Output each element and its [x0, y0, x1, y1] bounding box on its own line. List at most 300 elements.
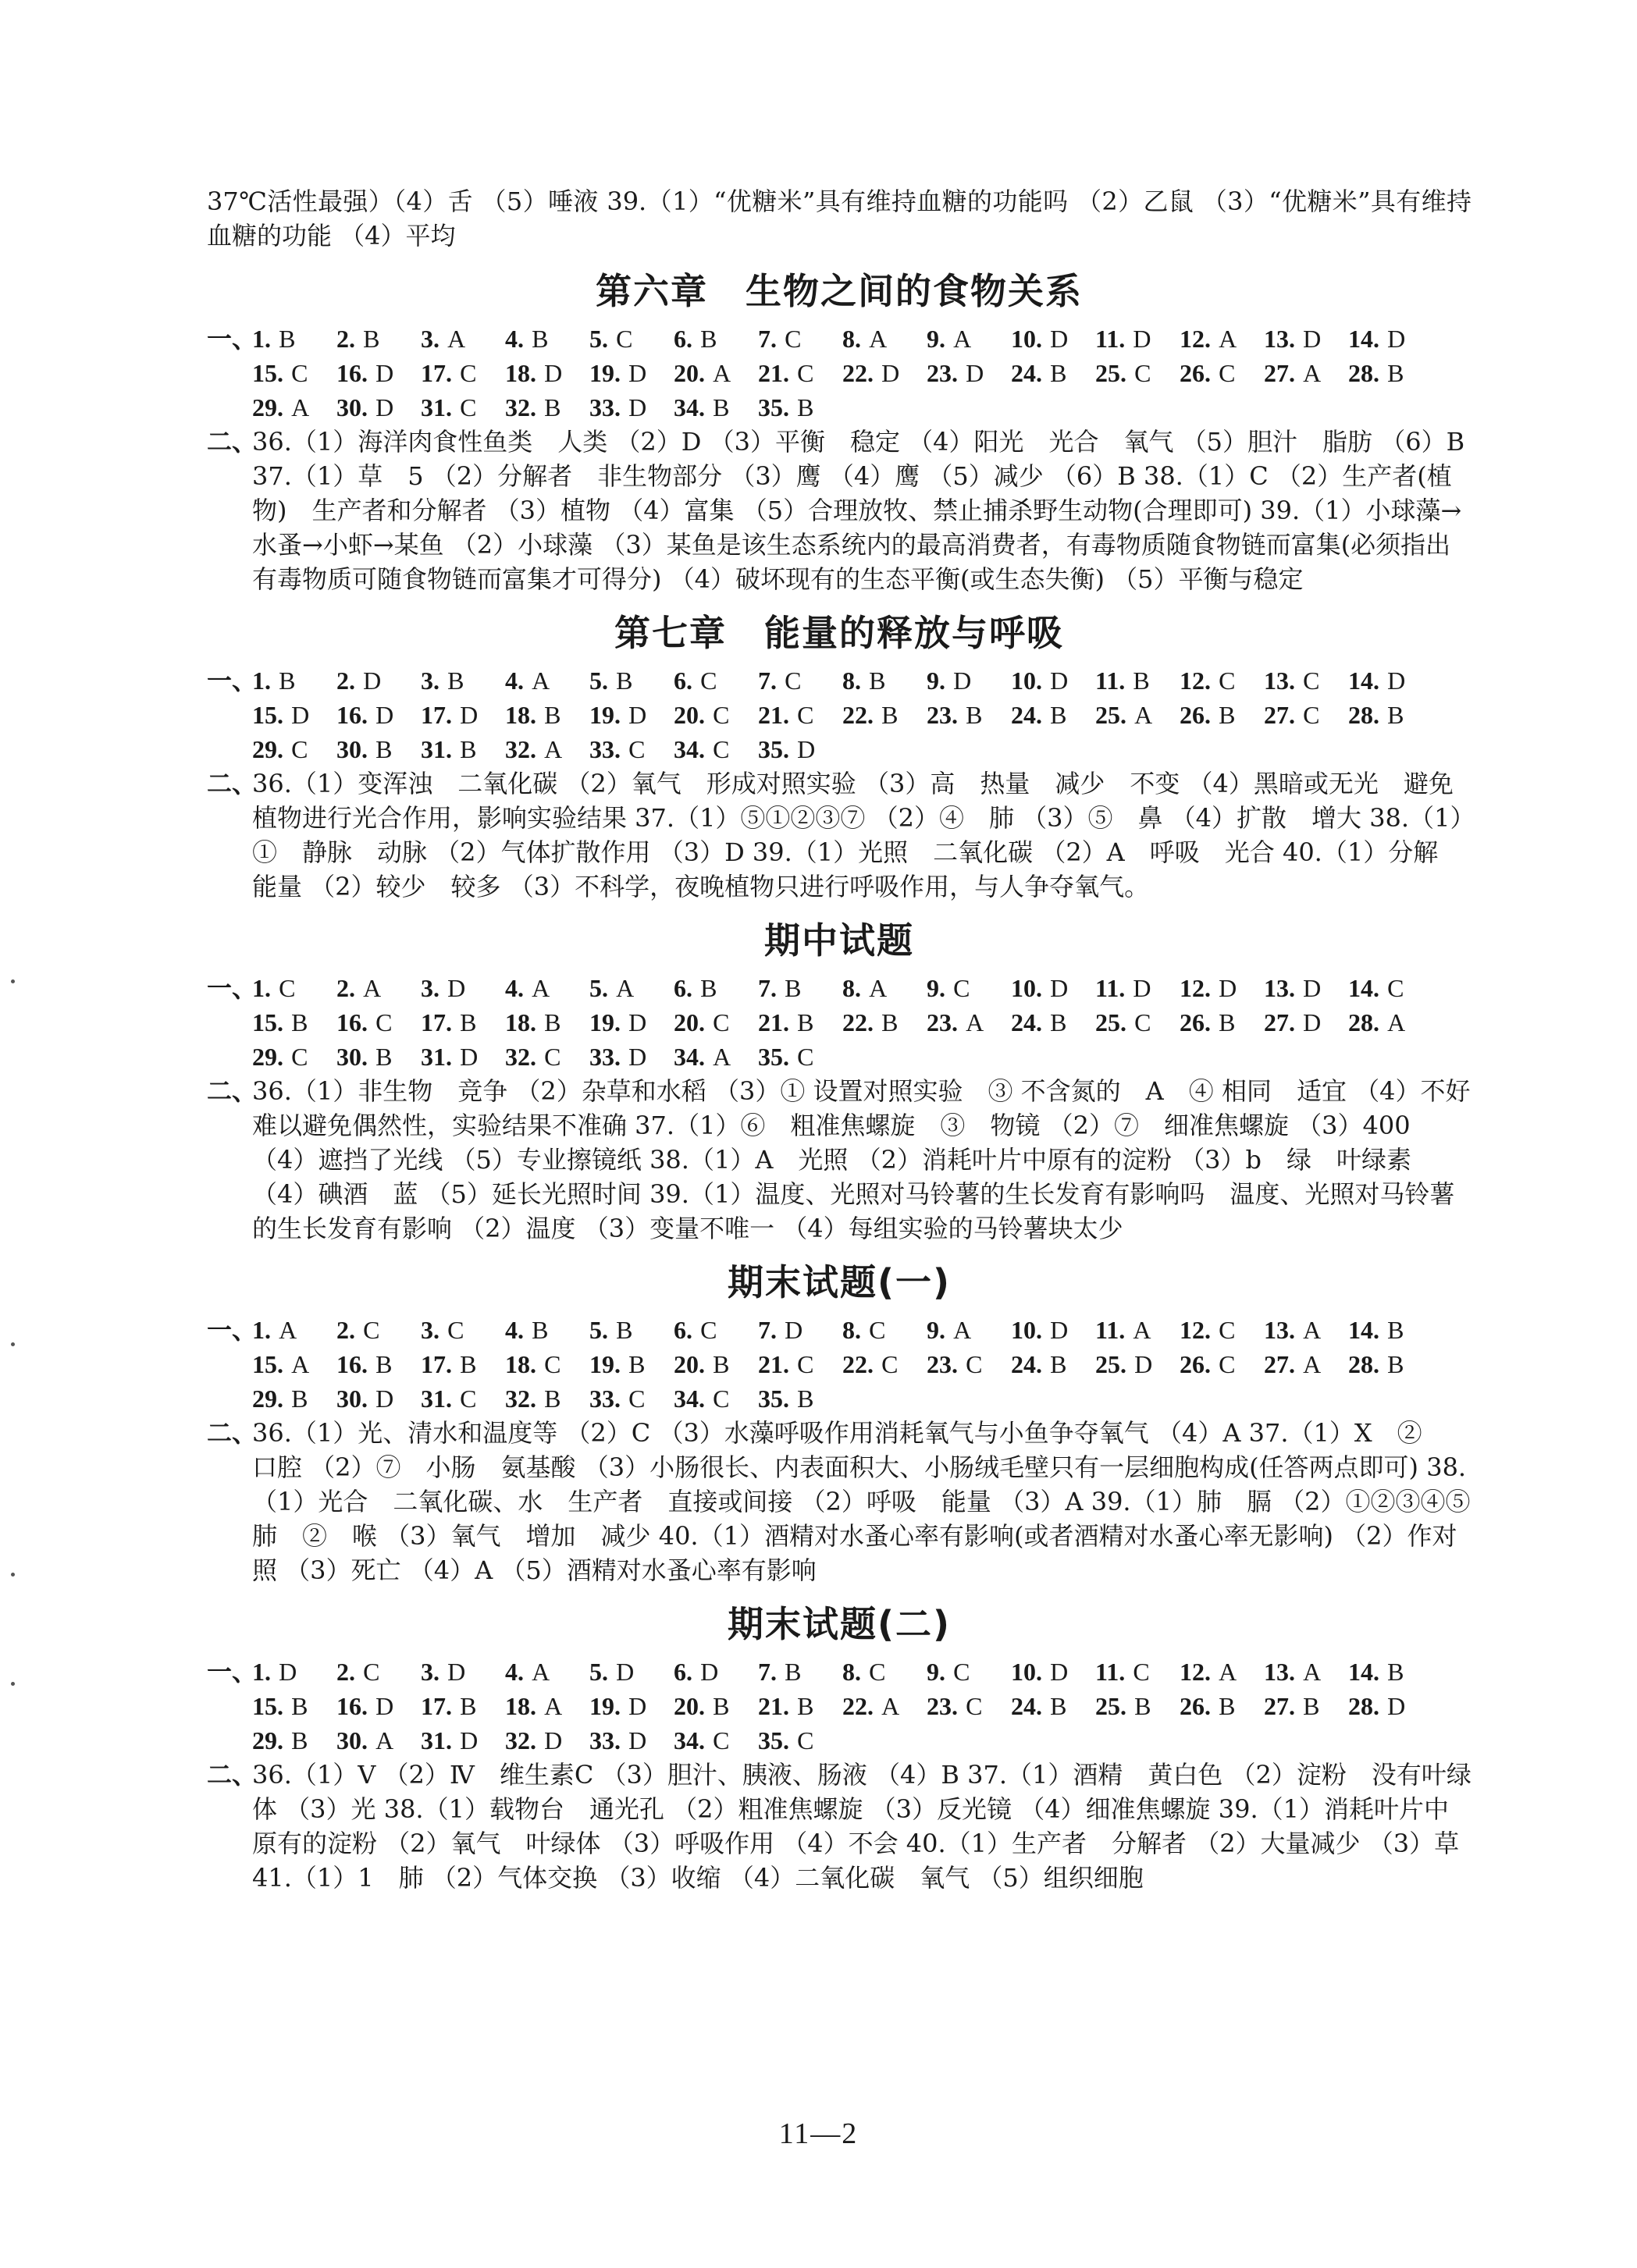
answer-letter: B: [460, 735, 477, 763]
answer-letter: B: [1387, 1658, 1404, 1686]
answer-letter: D: [966, 359, 984, 387]
choice-answer: [927, 698, 1011, 732]
question-number: 20.: [674, 701, 705, 729]
question-number: 9.: [927, 1658, 945, 1686]
answer-section: [207, 916, 1496, 1246]
question-number: 18.: [505, 701, 536, 729]
question-number: 24.: [1011, 1008, 1042, 1036]
choice-answer: [589, 390, 674, 425]
question-number: 15.: [252, 1008, 283, 1036]
answer-section: [207, 1600, 1472, 1895]
choice-answer: [505, 322, 589, 356]
answer-letter: B: [713, 1350, 730, 1378]
choice-answer: [674, 698, 758, 732]
answer-letter: D: [1219, 974, 1237, 1002]
answer-letter: B: [881, 1008, 899, 1036]
answer-letter: D: [375, 1692, 394, 1720]
part-label: 二、: [207, 427, 258, 457]
choice-answer: [252, 1347, 336, 1381]
question-number: 30.: [336, 1043, 368, 1071]
answer-letter: D: [797, 735, 816, 763]
choice-answer: [1180, 1347, 1264, 1381]
answer-letter: A: [953, 1316, 972, 1344]
margin-dot: [11, 1342, 15, 1346]
answer-letter: B: [1133, 667, 1150, 695]
question-number: 25.: [1095, 701, 1126, 729]
question-number: 34.: [674, 393, 705, 421]
choice-answer: [758, 322, 842, 356]
question-number: 9.: [927, 974, 945, 1002]
choice-answer: [1264, 663, 1348, 698]
answer-letter: D: [628, 701, 647, 729]
question-number: 8.: [842, 1316, 861, 1344]
choice-answer: [421, 1040, 505, 1074]
choice-answer: [589, 1381, 674, 1416]
part-label: 一、: [207, 973, 258, 1003]
section-title: 期末试题(二): [727, 1603, 952, 1645]
question-number: 7.: [758, 667, 777, 695]
question-number: 29.: [252, 735, 283, 763]
answer-letter: A: [1387, 1008, 1406, 1036]
choice-answer: [1180, 1655, 1264, 1689]
answer-letter: A: [881, 1692, 900, 1720]
choice-answer: [1180, 1689, 1264, 1723]
answer-letter: B: [532, 325, 549, 353]
answer-letter: C: [628, 1385, 646, 1413]
choice-answer: [336, 732, 421, 766]
choice-answer: [1011, 1005, 1095, 1040]
answer-letter: D: [1133, 974, 1151, 1002]
choice-answer: [421, 356, 505, 390]
question-number: 10.: [1011, 667, 1042, 695]
question-number: 21.: [758, 1350, 789, 1378]
answer-letter: B: [1050, 359, 1067, 387]
question-number: 17.: [421, 359, 452, 387]
answer-letter: C: [700, 667, 717, 695]
question-number: 23.: [927, 701, 958, 729]
choice-answer: [1264, 1347, 1348, 1381]
question-number: 35.: [758, 1043, 789, 1071]
choice-answer: [1011, 663, 1095, 698]
choice-answer: [252, 698, 336, 732]
question-number: 14.: [1348, 1316, 1379, 1344]
choice-answer: [927, 971, 1011, 1005]
question-number: 26.: [1180, 359, 1211, 387]
question-number: 18.: [505, 1692, 536, 1720]
question-number: 34.: [674, 1385, 705, 1413]
question-number: 2.: [336, 974, 355, 1002]
choice-answer: [505, 732, 589, 766]
question-number: 7.: [758, 1658, 777, 1686]
question-number: 17.: [421, 701, 452, 729]
choice-answer: [1348, 1689, 1432, 1723]
question-number: 16.: [336, 1692, 368, 1720]
choice-answer: [1348, 698, 1432, 732]
question-number: 17.: [421, 1008, 452, 1036]
choice-answer: [421, 1313, 505, 1347]
answer-letter: A: [532, 667, 550, 695]
answer-letter: B: [363, 325, 380, 353]
choice-answer: [674, 390, 758, 425]
choice-answer: [252, 971, 336, 1005]
intro-paragraph: 37℃活性最强）（4）舌 （5）唾液 39.（1）“优糖米”具有维持血糖的功能吗 （2）乙鼠 （3）“优糖米”具有维持血糖的功能 （4）平均: [207, 187, 1472, 251]
open-answers-text: 36.（1）变浑浊 二氧化碳 （2）氧气 形成对照实验 （3）高 热量 减少 不变 （4）黑暗或无光 避免植物进行光合作用，影响实验结果 37.（1）⑤①②③⑦ （2）④ 肺 （3）⑤ 鼻 （4）扩散 增大 38.（1）① 静脉 动脉 （2）气体扩散作用 （3）D 39.（1）光照 二氧化碳 （2）A 呼吸 光合 40.（1）分解 能量 （2）较少 较多 （3）不科学，夜晚植物只进行呼吸作用，与人争夺氧气。: [252, 769, 1464, 901]
choice-answer: [589, 1689, 674, 1723]
choice-answer: [927, 356, 1011, 390]
question-number: 9.: [927, 667, 945, 695]
answer-letter: D: [1303, 1008, 1322, 1036]
question-number: 16.: [336, 1350, 368, 1378]
answer-letter: D: [460, 1043, 479, 1071]
choice-answer: [927, 663, 1011, 698]
question-number: 26.: [1180, 1350, 1211, 1378]
question-number: 26.: [1180, 1008, 1211, 1036]
choice-answer: [1095, 1689, 1180, 1723]
question-number: 18.: [505, 1008, 536, 1036]
choice-answer: [758, 732, 842, 766]
choice-answer: [589, 322, 674, 356]
answer-letter: A: [1303, 1658, 1322, 1686]
choice-answer: [1348, 663, 1432, 698]
choice-answer: [758, 356, 842, 390]
answer-section: [207, 1258, 1496, 1587]
question-number: 28.: [1348, 359, 1379, 387]
choice-answers: [252, 1655, 1472, 1758]
question-number: 19.: [589, 1692, 621, 1720]
question-number: 31.: [421, 393, 452, 421]
choice-answer: [1348, 971, 1432, 1005]
choice-answer: [674, 1655, 758, 1689]
choice-answer: [252, 1723, 336, 1758]
choice-answer: [252, 356, 336, 390]
choice-answer: [1011, 1655, 1095, 1689]
question-number: 1.: [252, 325, 271, 353]
open-answers-text: 36.（1）Ⅴ （2）Ⅳ 维生素C （3）胆汁、胰液、肠液 （4）B 37.（1）酒精 黄白色 （2）淀粉 没有叶绿体 （3）光 38.（1）载物台 通光孔 （2）粗准焦螺旋 （3）反光镜 （4）细准焦螺旋 39.（1）消耗叶片中原有的淀粉 （2）氧气 叶绿体 （3）呼吸作用 （4）不会 40.（1）生产者 分解者 （2）大量减少 （3）草 41.（1）1 肺 （2）气体交换 （3）收缩 （4）二氧化碳 氧气 （5）组织细胞: [252, 1760, 1472, 1893]
choice-answer: [421, 1723, 505, 1758]
answer-letter: C: [881, 1350, 899, 1378]
answer-letter: B: [785, 1658, 802, 1686]
choice-answer: [674, 1723, 758, 1758]
choice-answer: [1264, 322, 1348, 356]
choice-answer: [421, 1655, 505, 1689]
choice-answers: [252, 322, 1472, 425]
open-answer-block: [207, 1074, 1496, 1246]
choice-answer: [1348, 356, 1432, 390]
answer-letter: D: [628, 1726, 647, 1754]
answer-letter: D: [953, 667, 972, 695]
answer-letter: C: [279, 974, 296, 1002]
answer-letter: D: [375, 701, 394, 729]
choice-answer: [1180, 663, 1264, 698]
question-number: 7.: [758, 974, 777, 1002]
answer-letter: D: [1387, 325, 1406, 353]
answer-letter: D: [544, 359, 563, 387]
question-number: 1.: [252, 1658, 271, 1686]
question-number: 6.: [674, 1658, 692, 1686]
question-number: 25.: [1095, 359, 1126, 387]
answer-letter: B: [279, 325, 296, 353]
answer-letter: D: [1303, 325, 1322, 353]
choice-answer: [842, 1347, 927, 1381]
answer-letter: B: [797, 1692, 814, 1720]
choice-answer: [1095, 356, 1180, 390]
choice-answer: [252, 732, 336, 766]
answer-letter: B: [291, 1008, 308, 1036]
choice-answer: [505, 1381, 589, 1416]
question-number: 1.: [252, 667, 271, 695]
choice-answer: [674, 1689, 758, 1723]
answer-letter: C: [1387, 974, 1404, 1002]
margin-dot: [11, 979, 15, 983]
answer-letter: C: [1303, 701, 1320, 729]
choice-answer: [842, 1313, 927, 1347]
question-number: 29.: [252, 1726, 283, 1754]
choice-answer: [505, 971, 589, 1005]
answer-letter: B: [460, 1008, 477, 1036]
answer-letter: B: [279, 667, 296, 695]
question-number: 22.: [842, 1692, 874, 1720]
question-number: 9.: [927, 325, 945, 353]
choice-answer: [1180, 971, 1264, 1005]
question-number: 32.: [505, 735, 536, 763]
question-number: 4.: [505, 325, 524, 353]
answer-letter: A: [713, 359, 731, 387]
question-number: 4.: [505, 1658, 524, 1686]
part-label: 一、: [207, 324, 258, 354]
answer-letter: D: [279, 1658, 297, 1686]
answer-letter: C: [1134, 1008, 1151, 1036]
answer-letter: D: [1050, 974, 1069, 1002]
answer-letter: B: [1219, 1008, 1236, 1036]
choice-answers: [252, 971, 1472, 1074]
choice-answer: [1264, 1005, 1348, 1040]
answer-letter: A: [291, 1350, 310, 1378]
answer-letter: A: [447, 325, 466, 353]
part-label: 二、: [207, 1076, 258, 1106]
answer-letter: C: [291, 1043, 308, 1071]
choice-answer: [505, 663, 589, 698]
question-number: 17.: [421, 1692, 452, 1720]
section-title: 期末试题(一): [727, 1261, 952, 1303]
choice-answer: [674, 732, 758, 766]
question-number: 5.: [589, 974, 608, 1002]
choice-answer: [1264, 356, 1348, 390]
question-number: 29.: [252, 393, 283, 421]
question-number: 8.: [842, 974, 861, 1002]
choice-answer: [927, 1347, 1011, 1381]
answer-letter: D: [628, 359, 647, 387]
question-number: 10.: [1011, 1658, 1042, 1686]
question-number: 33.: [589, 735, 621, 763]
question-number: 20.: [674, 1692, 705, 1720]
answer-letter: D: [616, 1658, 635, 1686]
answer-letter: B: [544, 1385, 561, 1413]
answer-letter: C: [700, 1316, 717, 1344]
answer-letter: C: [447, 1316, 464, 1344]
question-number: 34.: [674, 1043, 705, 1071]
answer-letter: C: [363, 1658, 380, 1686]
choice-answer: [336, 698, 421, 732]
answer-letter: C: [713, 1385, 730, 1413]
choice-answer: [505, 1040, 589, 1074]
part-label: 一、: [207, 666, 258, 695]
question-number: 31.: [421, 1043, 452, 1071]
answer-letter: C: [460, 1385, 477, 1413]
question-number: 23.: [927, 1692, 958, 1720]
content-area: [207, 184, 1496, 1907]
answer-letter: D: [1387, 667, 1406, 695]
section-title: 第六章 生物之间的食物关系: [596, 270, 1083, 312]
choice-answer: [1011, 356, 1095, 390]
question-number: 30.: [336, 393, 368, 421]
answer-letter: C: [713, 701, 730, 729]
answer-letter: B: [1050, 701, 1067, 729]
question-number: 12.: [1180, 974, 1211, 1002]
choice-answer: [1011, 322, 1095, 356]
choice-answer: [758, 1005, 842, 1040]
question-number: 21.: [758, 1692, 789, 1720]
multiple-choice-block: [207, 971, 1472, 1074]
question-number: 29.: [252, 1043, 283, 1071]
question-number: 29.: [252, 1385, 283, 1413]
choice-answer: [674, 322, 758, 356]
question-number: 27.: [1264, 359, 1295, 387]
answer-letter: B: [700, 325, 717, 353]
choice-answer: [336, 1040, 421, 1074]
question-number: 23.: [927, 1350, 958, 1378]
answer-letter: B: [447, 667, 464, 695]
choice-answer: [589, 663, 674, 698]
choice-answer: [758, 390, 842, 425]
answer-letter: B: [532, 1316, 549, 1344]
answer-letter: D: [1050, 1316, 1069, 1344]
answer-letter: D: [363, 667, 382, 695]
question-number: 1.: [252, 974, 271, 1002]
question-number: 21.: [758, 1008, 789, 1036]
answer-letter: C: [869, 1316, 886, 1344]
open-answers-text: 36.（1）非生物 竞争 （2）杂草和水稻 （3）① 设置对照实验 ③ 不含氮的 A ④ 相同 适宜 （4）不好 难以避免偶然性，实验结果不准确 37.（1）⑥ 粗准焦螺旋 ③ 物镜 （2）⑦ 细准焦螺旋 （3）400 （4）遮挡了光线 （5）专业擦镜纸 38.（1）A 光照 （2）消耗叶片中原有的淀粉 （3）b 绿 叶绿素 （4）碘酒 蓝 （5）延长光照时间 39.（1）温度、光照对马铃薯的生长发育有影响吗 温度、光照对马铃薯的生长发育有影响 （2）温度 （3）变量不唯一 （4）每组实验的马铃薯块太少: [252, 1076, 1496, 1243]
choice-answer: [336, 971, 421, 1005]
question-number: 30.: [336, 1385, 368, 1413]
choice-answer: [505, 356, 589, 390]
question-number: 33.: [589, 1043, 621, 1071]
answer-letter: D: [1133, 325, 1151, 353]
choice-answer: [674, 1381, 758, 1416]
answer-letter: C: [616, 325, 633, 353]
answer-letter: D: [1387, 1692, 1406, 1720]
question-number: 19.: [589, 1350, 621, 1378]
question-number: 25.: [1095, 1008, 1126, 1036]
answer-letter: C: [363, 1316, 380, 1344]
question-number: 25.: [1095, 1692, 1126, 1720]
question-number: 9.: [927, 1316, 945, 1344]
answer-letter: B: [797, 393, 814, 421]
choice-answers: [252, 663, 1472, 766]
question-number: 20.: [674, 1008, 705, 1036]
choice-answer: [505, 1689, 589, 1723]
answer-letter: A: [1219, 1658, 1237, 1686]
choice-answer: [252, 1381, 336, 1416]
answer-letter: A: [1303, 1316, 1322, 1344]
question-number: 7.: [758, 325, 777, 353]
question-number: 33.: [589, 393, 621, 421]
answer-letter: D: [460, 701, 479, 729]
choice-answer: [252, 1689, 336, 1723]
answer-letter: B: [1134, 1692, 1151, 1720]
question-number: 16.: [336, 701, 368, 729]
choice-answer: [842, 1005, 927, 1040]
choice-answer: [589, 1655, 674, 1689]
question-number: 32.: [505, 1043, 536, 1071]
answer-letter: D: [460, 1726, 479, 1754]
answer-letter: D: [1303, 974, 1322, 1002]
answer-letter: A: [375, 1726, 394, 1754]
choice-answer: [421, 732, 505, 766]
question-number: 12.: [1180, 1316, 1211, 1344]
choice-answer: [1348, 1655, 1432, 1689]
question-number: 20.: [674, 359, 705, 387]
question-number: 31.: [421, 735, 452, 763]
choice-answer: [1180, 322, 1264, 356]
question-number: 13.: [1264, 667, 1295, 695]
question-number: 31.: [421, 1726, 452, 1754]
question-number: 21.: [758, 701, 789, 729]
choice-answer: [252, 390, 336, 425]
question-number: 8.: [842, 1658, 861, 1686]
answer-letter: B: [544, 701, 561, 729]
choice-answer: [252, 1005, 336, 1040]
question-number: 3.: [421, 1658, 439, 1686]
question-number: 14.: [1348, 974, 1379, 1002]
question-number: 24.: [1011, 701, 1042, 729]
choice-answer: [421, 698, 505, 732]
question-number: 3.: [421, 974, 439, 1002]
question-number: 28.: [1348, 701, 1379, 729]
open-answers-text: 36.（1）光、清水和温度等 （2）C （3）水藻呼吸作用消耗氧气与小鱼争夺氧气 （4）A 37.（1）X ② 口腔 （2）⑦ 小肠 氨基酸 （3）小肠很长、内表面积大、小肠绒毛壁只有一层细胞构成(任答两点即可) 38.（1）光合 二氧化碳、水 生产者 直接或间接 （2）呼吸 能量 （3）A 39.（1）肺 膈 （2）①②③④⑤ 肺 ② 喉 （3）氧气 增加 减少 40.（1）酒精对水蚤心率有影响(或者酒精对水蚤心率无影响) （2）作对照 （3）死亡 （4）A （5）酒精对水蚤心率有影响: [252, 1418, 1496, 1585]
answer-letter: C: [375, 1008, 393, 1036]
choice-answer: [758, 1723, 842, 1758]
question-number: 5.: [589, 1316, 608, 1344]
choice-answer: [842, 1655, 927, 1689]
choice-answer: [252, 322, 336, 356]
answer-letter: C: [460, 359, 477, 387]
choice-answer: [674, 1040, 758, 1074]
answer-letter: A: [1219, 325, 1237, 353]
question-number: 22.: [842, 1350, 874, 1378]
choice-answer: [421, 1381, 505, 1416]
answer-letter: B: [375, 1043, 393, 1071]
choice-answer: [758, 1689, 842, 1723]
question-number: 2.: [336, 1658, 355, 1686]
choice-answer: [758, 1655, 842, 1689]
choice-answer: [505, 390, 589, 425]
answer-letter: C: [797, 701, 814, 729]
section-title: 第七章 能量的释放与呼吸: [614, 612, 1064, 654]
choice-answer: [336, 322, 421, 356]
question-number: 23.: [927, 359, 958, 387]
choice-answer: [336, 1313, 421, 1347]
question-number: 31.: [421, 1385, 452, 1413]
question-number: 13.: [1264, 974, 1295, 1002]
choice-answer: [1095, 1313, 1180, 1347]
answer-letter: B: [616, 667, 633, 695]
answer-letter: B: [1219, 701, 1236, 729]
question-number: 22.: [842, 701, 874, 729]
choice-answer: [1095, 1005, 1180, 1040]
choice-answer: [252, 1313, 336, 1347]
choice-answer: [842, 698, 927, 732]
answer-letter: A: [1133, 1316, 1151, 1344]
